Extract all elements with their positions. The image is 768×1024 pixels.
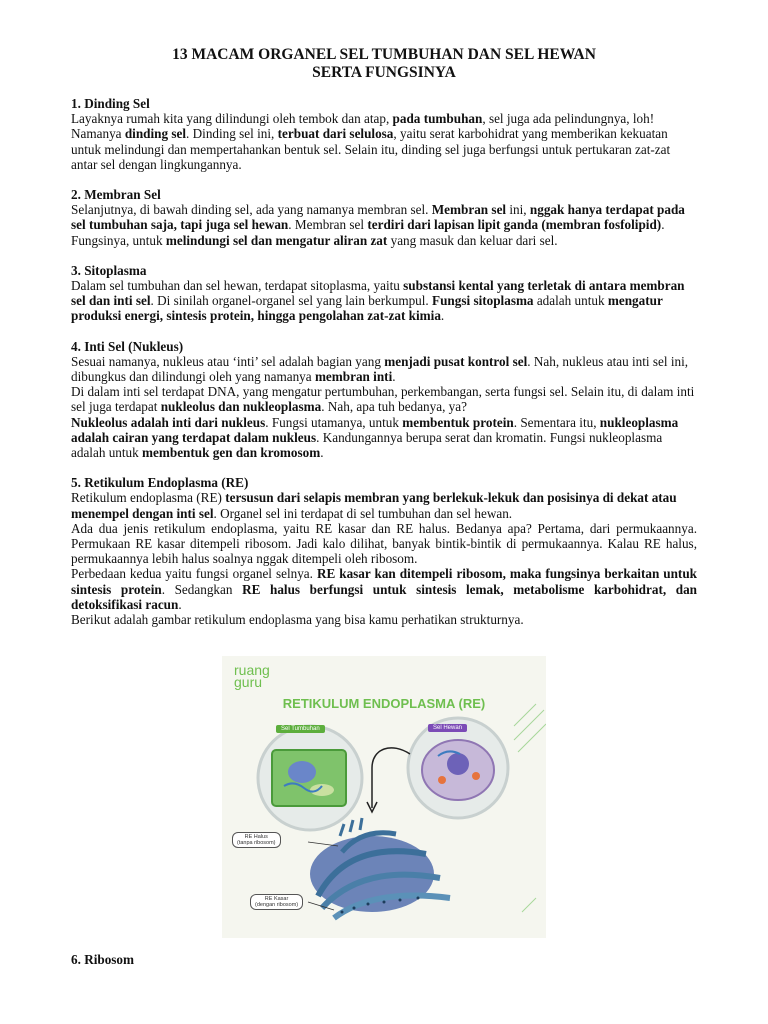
tag-plant-cell: Sel Tumbuhan: [276, 725, 325, 733]
paragraph: [71, 612, 697, 627]
section-heading: 1. Dinding Sel: [71, 96, 150, 111]
text-run: Ada dua jenis retikulum endoplasma, yaitu RE kasar dan RE halus. Bedanya apa? Pertama, dari permukaannya. Permukaan RE kasar ditempeli ribosom. Jadi kalo dilihat, banyak bintik-bintik di permukaannya. Kalau RE halus, permukaannya lebih halus soalnya nggak ditempeli oleh ribosom.: [71, 520, 697, 567]
section-heading: 3. Sitoplasma: [71, 262, 147, 278]
bold-run: Nukleolus adalah inti dari nukleus: [71, 414, 266, 430]
paragraph: [71, 566, 697, 612]
text-run: .: [440, 308, 445, 324]
bold-run: substansi kental yang terletak di antara membran sel dan inti sel: [71, 278, 685, 309]
bold-run: nukleoplasma adalah cairan yang terdapat dalam nukleus: [71, 414, 679, 445]
section-heading: 4. Inti Sel (Nukleus): [71, 338, 184, 354]
text-run: . Nah, apa tuh bedanya, ya?: [321, 399, 467, 415]
section-inti-sel: [71, 339, 697, 461]
bold-run: terdiri dari lapisan lipit ganda (membran fosfolipid): [367, 217, 662, 233]
paragraph: [71, 521, 697, 567]
text-run: . Organel sel ini terdapat di sel tumbuhan dan sel hewan.: [213, 505, 513, 521]
animal-cell-icon: [408, 718, 508, 818]
document-title: [0, 46, 768, 82]
text-run: . Di sinilah organel-organel sel yang lain berkumpul.: [150, 293, 433, 309]
text-run: . Nah, nukleus atau inti sel ini, dibungkus dan dilindungi oleh yang namanya: [71, 353, 689, 385]
plant-cell-icon: [258, 726, 362, 830]
bold-run: Membran sel: [431, 202, 507, 218]
bold-run: membentuk protein: [402, 414, 514, 430]
section-membran-sel: [71, 187, 697, 248]
er-illustration: [222, 656, 546, 938]
bold-run: dinding sel: [124, 126, 187, 142]
tag-animal-cell: Sel Hewan: [428, 724, 467, 732]
bold-run: tersusun dari selapis membran yang berlekuk-lekuk dan posisinya di dekat atau menempel dengan inti sel: [71, 490, 677, 521]
text-run: . Fungsi utamanya, untuk: [265, 414, 403, 430]
text-run: .: [320, 445, 324, 461]
bold-run: pada tumbuhan: [392, 111, 483, 127]
text-run: .: [392, 369, 396, 385]
text-run: . Sedangkan: [161, 581, 243, 597]
bold-run: membentuk gen dan kromosom: [142, 445, 321, 461]
section-sitoplasma: [71, 263, 697, 324]
endoplasmic-reticulum-icon: [308, 818, 450, 918]
label-re-halus: RE Halus (tanpa ribosom): [232, 832, 281, 848]
logo-line-1: ruang: [234, 662, 270, 678]
text-run: Dalam sel tumbuhan dan sel hewan, terdapat sitoplasma, yaitu: [71, 278, 404, 294]
section-retikulum-endoplasma: [71, 475, 697, 627]
text-run: , yaitu serat karbohidrat yang memberikan kekuatan untuk melindungi dan mempertahankan bentuk sel. Selain itu, dinding sel juga berfungsi untuk pertukaran zat-zat antar sel dengan lingkungannya.: [71, 126, 671, 172]
logo-line-2: guru: [234, 674, 263, 690]
section-heading: 5. Retikulum Endoplasma (RE): [71, 475, 249, 491]
paragraph: [71, 490, 697, 520]
text-run: adalah untuk: [533, 293, 608, 309]
paragraph: [71, 111, 697, 172]
text-run: , sel juga ada pelindungnya, loh! Namanya: [71, 111, 655, 142]
bold-run: RE halus berfungsi untuk sintesis lemak, metabolisme karbohidrat, dan detoksifikasi racun: [71, 581, 698, 612]
paragraph: [71, 415, 697, 461]
section-dinding-sel: [71, 96, 697, 172]
text-run: Perbedaan kedua yaitu fungsi organel selnya.: [71, 566, 317, 582]
bold-run: mengatur produksi energi, sintesis protein, hingga pengolahan zat-zat kimia: [71, 293, 663, 324]
text-run: ini,: [506, 202, 530, 218]
text-run: Selanjutnya, di bawah dinding sel, ada yang namanya membran sel.: [71, 202, 432, 218]
label-re-kasar: RE Kasar (dengan ribosom): [250, 894, 303, 910]
text-run: Di dalam inti sel terdapat DNA, yang mengatur pertumbuhan, perkembangan, serta fungsi sel. Selain itu, di dalam inti sel juga terdapat: [71, 384, 695, 415]
section-heading: 2. Membran Sel: [71, 187, 161, 203]
text-run: yang masuk dan keluar dari sel.: [387, 232, 558, 248]
bold-run: membran inti: [314, 369, 393, 385]
text-run: .: [178, 596, 182, 612]
bold-run: menjadi pusat kontrol sel: [384, 353, 528, 369]
bold-run: Fungsi sitoplasma: [432, 293, 534, 309]
bold-run: nggak hanya terdapat pada sel tumbuhan saja, tapi juga sel hewan: [71, 202, 685, 233]
connector-arrow-icon: [367, 748, 410, 812]
paragraph: [71, 384, 697, 414]
bold-run: melindungi sel dan mengatur aliran zat: [165, 232, 388, 248]
paragraph: [71, 202, 697, 248]
text-run: . Sementara itu,: [513, 414, 600, 430]
text-run: . Kandungannya berupa serat dan kromatin. Fungsi nukleoplasma adalah untuk: [71, 429, 663, 461]
paragraph: [71, 278, 697, 324]
article-body: [71, 96, 697, 642]
text-run: Retikulum endoplasma (RE): [71, 490, 226, 506]
text-run: . Dinding sel ini,: [186, 126, 278, 142]
text-run: Layaknya rumah kita yang dilindungi oleh tembok dan atap,: [71, 111, 393, 127]
bold-run: nukleolus dan nukleoplasma: [160, 399, 322, 415]
text-run: . Fungsinya, untuk: [71, 217, 665, 248]
figure-title: RETIKULUM ENDOPLASMA (RE): [282, 696, 486, 711]
text-run: Sesuai namanya, nukleus atau ‘inti’ sel adalah bagian yang: [71, 353, 385, 369]
title-line-1: 13 MACAM ORGANEL SEL TUMBUHAN DAN SEL HEWAN: [172, 46, 596, 63]
title-line-2: SERTA FUNGSINYA: [312, 64, 456, 81]
text-run: Berikut adalah gambar retikulum endoplasma yang bisa kamu perhatikan strukturnya.: [71, 612, 524, 628]
leaf-pattern-icon: [514, 704, 546, 912]
bold-run: terbuat dari selulosa: [277, 126, 394, 142]
section-heading-ribosom: 6. Ribosom: [71, 952, 135, 967]
paragraph: [71, 354, 697, 384]
bold-run: RE kasar kan ditempeli ribosom, maka fungsinya berkaitan untuk sintesis protein: [71, 566, 697, 597]
text-run: . Membran sel: [288, 217, 368, 233]
